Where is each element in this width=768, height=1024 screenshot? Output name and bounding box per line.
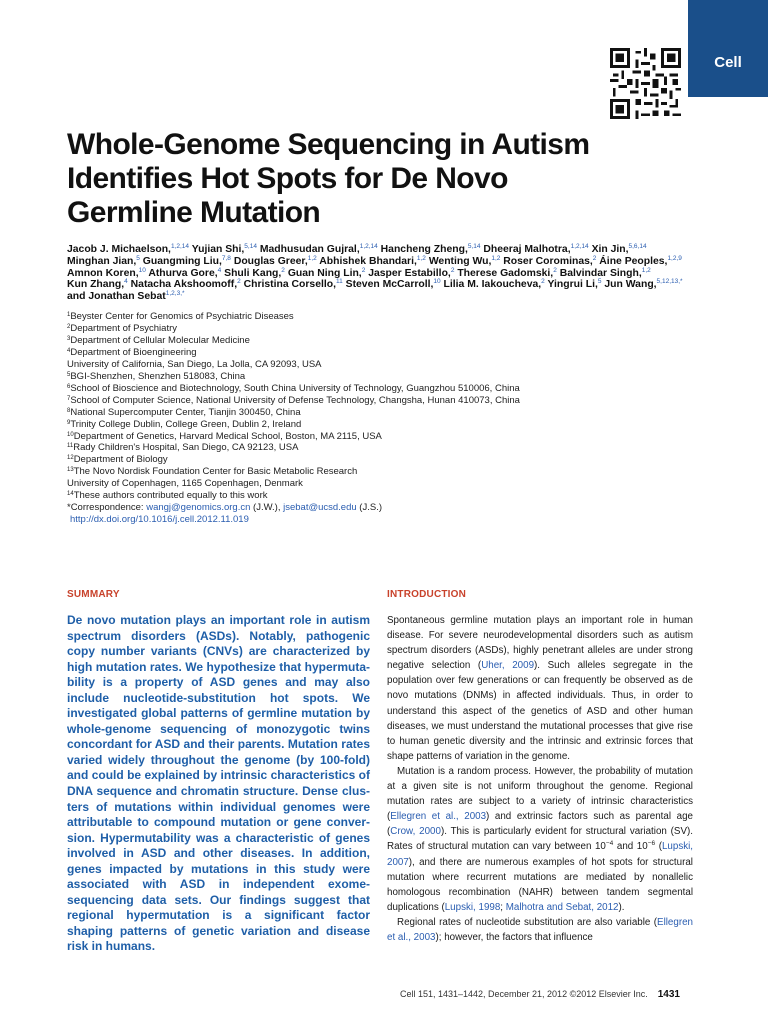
affiliation-number: 8 xyxy=(67,407,71,414)
author-name: Jasper Estabillo, xyxy=(368,267,451,279)
intro-text: ). xyxy=(618,901,625,913)
affiliation-number: 11 xyxy=(67,443,74,450)
affiliation-text: University of California, San Diego, La Jolla, CA 92093, USA xyxy=(67,358,322,370)
correspondence-text: (J.S.) xyxy=(356,502,383,514)
intro-paragraph xyxy=(387,613,693,764)
page-footer xyxy=(0,989,680,1000)
author-affiliation-marks: 2 xyxy=(553,266,557,274)
affiliation-text: Trinity College Dublin, College Green, Dublin 2, Ireland xyxy=(70,418,302,430)
citation-link[interactable]: Ellegren et al., 2003 xyxy=(387,916,693,943)
affiliation-line xyxy=(67,335,687,347)
affiliation-number: 10 xyxy=(67,431,74,438)
author-affiliation-marks: 4 xyxy=(217,266,222,274)
author-affiliation-marks: 5 xyxy=(597,278,602,286)
affiliation-line xyxy=(67,419,687,431)
author-affiliation-marks: 1,2 xyxy=(491,254,501,262)
author-affiliation-marks: 7,8 xyxy=(221,254,231,262)
author-name: Yingrui Li, xyxy=(547,279,598,291)
affiliation-text: Beyster Center for Genomics of Psychiatric Diseases xyxy=(70,311,294,322)
affiliation-line xyxy=(67,431,687,443)
affiliation-text: Department of Genetics, Harvard Medical School, Boston, MA 2115, USA xyxy=(73,430,382,442)
intro-text: ). Such alleles segregate in the population over few generations or can frequently be observed as de novo mutations (DNMs) in affected individuals. Thus, in order to understand this aspect of the genetics of ASD and other human diseases, we must understand the mutational processes that give rise to human genetic diversity and the intrinsic and extrinsic forces that shape patterns of variation in the genome. xyxy=(387,660,693,762)
author-name: Steven McCarroll, xyxy=(345,279,434,291)
author-name: Guangming Liu, xyxy=(142,255,222,267)
author-name: Hancheng Zheng, xyxy=(380,244,468,255)
affiliation-text: University of Copenhagen, 1165 Copenhagen, Denmark xyxy=(67,478,303,490)
affiliation-text: Department of Biology xyxy=(73,454,168,466)
intro-text: ); however, the factors that influence xyxy=(435,931,593,943)
author-name: Natacha Akshoomoff, xyxy=(130,279,238,291)
author-name: Áine Peoples, xyxy=(599,255,668,267)
author-affiliation-marks: 5,14 xyxy=(244,243,257,250)
citation-link[interactable]: Crow, 2000 xyxy=(390,826,441,838)
email-link[interactable]: jsebat@ucsd.edu xyxy=(283,502,357,514)
introduction-heading: INTRODUCTION xyxy=(387,589,467,600)
author-name: Therese Gadomski, xyxy=(457,267,554,279)
affiliation-number: 5 xyxy=(67,371,71,378)
author-affiliation-marks: 10 xyxy=(138,266,146,274)
author-name: Guan Ning Lin, xyxy=(287,267,362,279)
author-affiliation-marks: 2 xyxy=(450,266,455,274)
author-affiliation-marks: 1,2 xyxy=(641,266,651,274)
affiliation-text: BGI-Shenzhen, Shenzhen 518083, China xyxy=(70,370,246,382)
intro-text: and 10 xyxy=(613,841,648,853)
intro-paragraph xyxy=(387,915,693,945)
qr-code-icon[interactable] xyxy=(610,48,681,119)
affiliation-text: Department of Cellular Molecular Medicine xyxy=(70,334,250,346)
affiliation-number: 1 xyxy=(67,312,71,318)
affiliation-line xyxy=(67,371,687,383)
affiliation-line xyxy=(67,442,687,454)
exponent: −4 xyxy=(605,840,614,848)
author-affiliation-marks: 1,2,14 xyxy=(359,243,378,250)
affiliation-text: These authors contributed equally to this work xyxy=(73,490,268,502)
author-affiliation-marks: 5,12,13,* xyxy=(656,278,683,286)
affiliation-text: Department of Psychiatry xyxy=(70,322,177,334)
author-name: Madhusudan Gujral, xyxy=(259,244,360,255)
author-name: Shuli Kang, xyxy=(224,267,282,279)
doi-link[interactable]: http://dx.doi.org/10.1016/j.cell.2012.11.019 xyxy=(70,514,249,526)
affiliation-number: 7 xyxy=(67,395,71,402)
author-affiliation-marks: 2 xyxy=(361,266,366,274)
affiliation-number: 3 xyxy=(67,335,71,342)
intro-text: ; xyxy=(500,901,506,913)
citation-link[interactable]: Lupski, 1998 xyxy=(444,901,501,913)
author-affiliation-marks: 5 xyxy=(136,254,140,262)
author-affiliation-marks: 1,2,3,* xyxy=(165,290,185,298)
intro-text: ). This is particularly evident for structural variation (SV). Rates of structural mutation can vary between 10 xyxy=(387,826,693,853)
citation-link[interactable]: Uher, 2009 xyxy=(481,660,535,672)
correspondence xyxy=(67,502,687,514)
affiliation-number: 14 xyxy=(67,491,74,498)
author-name: Christina Corsello, xyxy=(243,279,336,291)
affiliation-line xyxy=(67,311,687,323)
affiliation-text: The Novo Nordisk Foundation Center for Basic Metabolic Research xyxy=(73,466,358,478)
affiliation-line xyxy=(67,383,687,395)
intro-text: Mutation is a random process. However, the probability of mutation at a given site is not uniform throughout the genome. Regional mutation rates are subject to a variety of intrinsic characteristics ( xyxy=(387,765,693,823)
page-number: 1431 xyxy=(657,989,680,1000)
intro-text: ( xyxy=(655,841,662,853)
correspondence-label: *Correspondence: xyxy=(67,502,147,514)
affiliation-text: School of Bioscience and Biotechnology, South China University of Technology, Guangzhou 510006, China xyxy=(70,382,520,394)
email-link[interactable]: wangj@genomics.org.cn xyxy=(146,502,251,514)
article-title: Whole-Genome Sequencing in Autism Identifies Hot Spots for De Novo Germline Mutation xyxy=(67,128,590,229)
summary-heading: SUMMARY xyxy=(67,589,120,600)
author-list xyxy=(67,244,707,303)
author-name: Dheeraj Malhotra, xyxy=(483,244,571,255)
author-name: Jun Wang, xyxy=(604,279,657,291)
author-name: Yujian Shi, xyxy=(191,244,245,255)
author-affiliation-marks: 1,2 xyxy=(307,254,317,262)
affiliation-number: 4 xyxy=(67,347,71,354)
intro-text: Regional rates of nucleotide substitution are also variable ( xyxy=(397,916,658,928)
author-affiliation-marks: 10 xyxy=(433,278,441,286)
author-affiliation-marks: 2 xyxy=(541,278,545,286)
author-affiliation-marks: 2 xyxy=(281,266,285,274)
affiliation-text: National Supercomputer Center, Tianjin 300450, China xyxy=(70,406,301,418)
author-affiliation-marks: 11 xyxy=(336,278,343,286)
author-name: Wenting Wu, xyxy=(428,255,492,267)
author-affiliation-marks: 5,6,14 xyxy=(628,243,647,250)
author-name: Xin Jin, xyxy=(591,244,629,255)
author-affiliation-marks: 2 xyxy=(237,278,241,286)
journal-logo xyxy=(688,0,768,97)
citation-link[interactable]: Lupski, 2007 xyxy=(387,841,694,868)
affiliation-number: 2 xyxy=(67,323,71,330)
intro-text: ), and there are numerous examples of hot spots for structural mutation where recurrent mutations are mediated by nonallelic homologous recombination (NAHR) between tandem segmental duplications ( xyxy=(387,856,693,913)
affiliation-line xyxy=(67,478,687,490)
journal-name: Cell xyxy=(714,54,742,71)
affiliations xyxy=(67,311,687,526)
citation-link[interactable]: Malhotra and Sebat, 2012 xyxy=(505,901,619,913)
affiliation-number: 6 xyxy=(67,383,71,390)
author-name: Balvindar Singh, xyxy=(559,267,642,279)
affiliation-line xyxy=(67,407,687,419)
author-name: and Jonathan Sebat xyxy=(67,291,166,303)
author-name: Amnon Koren, xyxy=(67,267,139,279)
author-name: Abhishek Bhandari, xyxy=(319,255,417,267)
author-affiliation-marks: 1,2 xyxy=(416,254,426,262)
affiliation-text: Department of Bioengineering xyxy=(70,346,197,358)
correspondence-text: (J.W.), xyxy=(250,502,284,514)
author-name: Lilia M. Iakoucheva, xyxy=(443,279,542,291)
affiliation-number: 9 xyxy=(67,419,71,426)
affiliation-line xyxy=(67,395,687,407)
author-name: Roser Corominas, xyxy=(503,255,593,267)
exponent: −6 xyxy=(647,840,656,848)
affiliation-line xyxy=(67,347,687,359)
affiliation-line xyxy=(67,490,687,502)
author-affiliation-marks: 1,2,14 xyxy=(170,243,190,250)
author-name: Athurva Gore, xyxy=(148,267,218,279)
affiliation-text: Rady Children's Hospital, San Diego, CA 92123, USA xyxy=(73,442,299,454)
intro-paragraph xyxy=(387,764,693,915)
author-affiliation-marks: 1,2,14 xyxy=(570,243,589,250)
intro-text: ) and extrinsic factors such as parental age ( xyxy=(387,811,693,838)
author-name: Minghan Jian, xyxy=(67,255,137,267)
affiliation-line xyxy=(67,466,687,478)
summary-text: De novo mutation plays an important role in autism spectrum disorders (ASDs). Notably, pathogenic copy number variants (CNVs) are characterized by high mutation rates. We hypothesize that hypermutability is a property of ASD genes and may also include nucleotide-substitution hot spots. We investigated global patterns of germline mutation by whole-genome sequencing of monozygotic twins concordant for ASD and their parents. Mutation rates varied widely throughout the genome (by 100-fold) and could be explained by intrinsic characteristics of DNA sequence and chromatin structure. Dense clusters of mutations within individual genomes were attributable to compound mutation or gene conversion. Hypermutability was a characteristic of genes involved in ASD and other diseases. In addition, genes impacted by mutations in this study were associated with ASD in independent exome-sequencing data sets. Our findings suggest that regional hypermutation is a significant factor shaping patterns of genetic variation and disease risk in humans. xyxy=(67,613,370,954)
author-name: Jacob J. Michaelson, xyxy=(67,244,171,255)
author-affiliation-marks: 2 xyxy=(592,254,597,262)
author-name: Douglas Greer, xyxy=(233,255,308,267)
affiliation-number: 13 xyxy=(67,467,74,474)
author-affiliation-marks: 5,14 xyxy=(467,243,481,250)
affiliation-line xyxy=(67,359,687,371)
affiliation-number: 12 xyxy=(67,455,74,462)
citation-link[interactable]: Ellegren et al., 2003 xyxy=(390,811,487,823)
introduction-body xyxy=(387,613,693,945)
affiliation-line xyxy=(67,454,687,466)
journal-citation: Cell 151, 1431–1442, December 21, 2012 ©2012 Elsevier Inc. xyxy=(399,989,648,999)
author-name: Kun Zhang, xyxy=(67,279,125,291)
affiliation-text: School of Computer Science, National University of Defense Technology, Changsha, Hunan 410073, China xyxy=(70,394,520,406)
intro-text: Spontaneous germline mutation plays an important role in human disease. For severe neurodevelopmental disorders such as autism spectrum disorders (ASDs), highly penetrant alleles are under strong negative selection ( xyxy=(387,615,693,672)
author-affiliation-marks: 1,2,9 xyxy=(667,254,682,262)
affiliation-line xyxy=(67,323,687,335)
author-affiliation-marks: 4 xyxy=(124,278,128,286)
